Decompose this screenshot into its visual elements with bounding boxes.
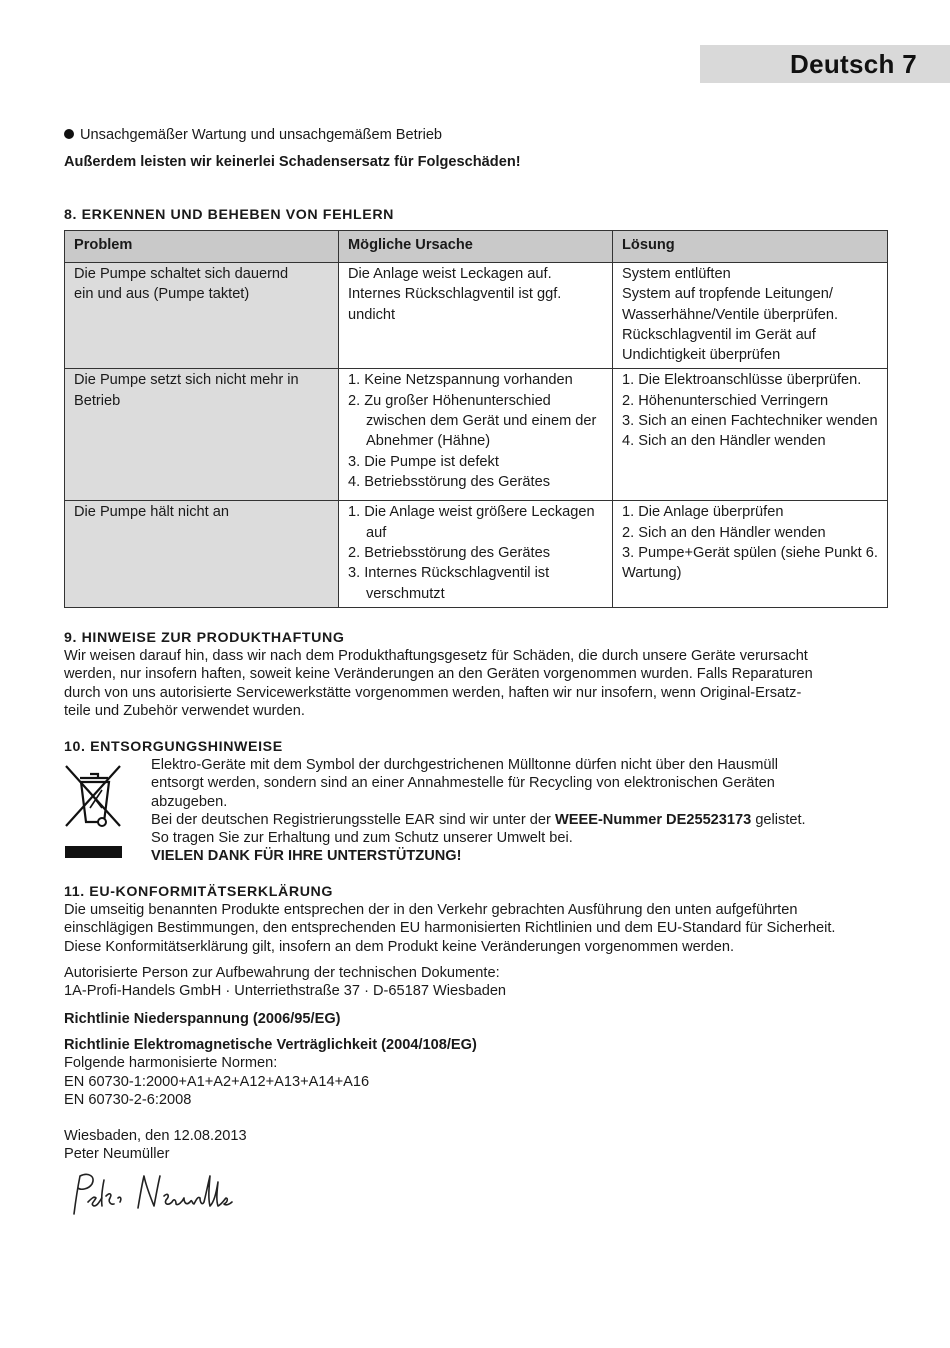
cause-item: 4. Betriebsstörung des Gerätes bbox=[348, 473, 550, 490]
authorized-block bbox=[64, 964, 506, 1001]
cause-item: 2. Zu großer Höhenunterschied zwischen dem Gerät und einem der Abnehmer (Hähne) bbox=[348, 392, 597, 450]
signatory-name: Peter Neumüller bbox=[64, 1146, 170, 1163]
environment-line: So tragen Sie zur Erhaltung und zum Schutz unserer Umwelt bei. bbox=[151, 830, 573, 847]
section10-line: entsorgt werden, sondern sind an einer Annahmestelle für Recycling von elektronischen Geräten bbox=[151, 775, 775, 792]
problem-text: Die Pumpe hält nicht an bbox=[74, 504, 229, 521]
solution-item: 1. Die Anlage überprüfen bbox=[622, 504, 784, 521]
section10-line: Elektro-Geräte mit dem Symbol der durchgestrichenen Mülltonne dürfen nicht über den Hausmüll bbox=[151, 757, 779, 773]
solution-item: 2. Höhenunterschied Verringern bbox=[622, 392, 829, 409]
problem-text: ein und aus (Pumpe taktet) bbox=[74, 286, 250, 303]
section11-line: Die umseitig benannten Produkte entsprechen der in den Verkehr gebrachten Ausführung den unten aufgeführten bbox=[64, 902, 798, 918]
norm-item: EN 60730-1:2000+A1+A2+A12+A13+A14+A16 bbox=[64, 1073, 370, 1090]
problem-text: Betrieb bbox=[74, 392, 121, 409]
signature-block bbox=[64, 1127, 247, 1164]
directive-emc: Richtlinie Elektromagnetische Verträglichkeit (2004/108/EG) bbox=[64, 1037, 477, 1053]
bullet-text: Unsachgemäßer Wartung und unsachgemäßem Betrieb bbox=[80, 127, 443, 143]
solution-text: System auf tropfende Leitungen/ bbox=[622, 286, 833, 303]
section9-body bbox=[64, 647, 813, 720]
problem-cell bbox=[65, 263, 339, 369]
section9-title: 9. HINWEISE ZUR PRODUKTHAFTUNG bbox=[64, 630, 345, 646]
place-date: Wiesbaden, den 12.08.2013 bbox=[64, 1128, 247, 1144]
solution-cell bbox=[613, 263, 888, 369]
solution-text: Undichtigkeit überprüfen bbox=[622, 347, 781, 364]
directive-emc-block bbox=[64, 1036, 477, 1109]
cause-text: Internes Rückschlagventil ist ggf. bbox=[348, 286, 562, 303]
bullet-line bbox=[64, 126, 442, 144]
table-row bbox=[65, 501, 888, 607]
section11-body bbox=[64, 901, 835, 956]
header-solution: Lösung bbox=[613, 231, 888, 263]
section11-line: einschlägigen Bestimmungen, den entsprechenden EU harmonisierten Richtlinien und dem EU-Standard für Sicherheit. bbox=[64, 920, 836, 937]
header-problem: Problem bbox=[65, 231, 339, 263]
section11-line: Diese Konformitätserklärung gilt, insofern an dem Produkt keine Veränderungen vorgenommen werden. bbox=[64, 938, 735, 955]
solution-cell bbox=[613, 369, 888, 501]
section9-line: werden, nur insofern haften, soweit keine Veränderungen an den Geräten vorgenommen wurden. Falls Reparaturen bbox=[64, 666, 813, 683]
problem-text: Die Pumpe schaltet sich dauernd bbox=[74, 266, 289, 282]
cause-cell bbox=[339, 263, 613, 369]
troubleshooting-table bbox=[64, 230, 888, 608]
norms-label: Folgende harmonisierte Normen: bbox=[64, 1055, 278, 1072]
header-cause: Mögliche Ursache bbox=[339, 231, 613, 263]
header-label: Deutsch 7 bbox=[790, 49, 917, 79]
problem-cell bbox=[65, 369, 339, 501]
section9-line: durch von uns autorisierte Servicewerkstätte vorgenommen werden, haften wir nur insofern, wenn Original-Ersatz- bbox=[64, 684, 802, 701]
registry-line bbox=[151, 811, 806, 829]
cause-item: 3. Die Pumpe ist defekt bbox=[348, 453, 499, 470]
weee-number: WEEE-Nummer DE25523173 bbox=[554, 811, 752, 828]
cause-item: 2. Betriebsstörung des Gerätes bbox=[348, 545, 550, 562]
section9-line: Wir weisen darauf hin, dass wir nach dem Produkthaftungsgesetz für Schäden, die durch unsere Geräte verursacht bbox=[64, 648, 808, 664]
authorized-label: Autorisierte Person zur Aufbewahrung der technischen Dokumente: bbox=[64, 965, 500, 981]
cause-item: 1. Keine Netzspannung vorhanden bbox=[348, 372, 573, 389]
bullet-dot-icon bbox=[64, 129, 74, 139]
problem-text: Die Pumpe setzt sich nicht mehr in bbox=[74, 372, 299, 389]
solution-text: Wasserhähne/Ventile überprüfen. bbox=[622, 306, 839, 323]
solution-text: System entlüften bbox=[622, 266, 731, 282]
cause-cell bbox=[339, 501, 613, 607]
handwritten-signature bbox=[66, 1168, 236, 1220]
table-row bbox=[65, 263, 888, 369]
section10-title: 10. ENTSORGUNGSHINWEISE bbox=[64, 739, 283, 755]
solution-item: 3. Pumpe+Gerät spülen (siehe Punkt 6. Wartung) bbox=[622, 545, 878, 582]
registry-prefix: Bei der deutschen Registrierungsstelle EAR sind wir unter der bbox=[151, 811, 555, 828]
cause-cell bbox=[339, 369, 613, 501]
thanks-line: VIELEN DANK FÜR IHRE UNTERSTÜTZUNG! bbox=[151, 848, 462, 865]
cause-item: 3. Internes Rückschlagventil ist verschmutzt bbox=[348, 565, 550, 602]
section10-line: abzugeben. bbox=[151, 793, 228, 810]
section8-title: 8. ERKENNEN UND BEHEBEN VON FEHLERN bbox=[64, 207, 395, 223]
table-row bbox=[65, 369, 888, 501]
section10-body bbox=[151, 756, 806, 866]
section11-title: 11. EU-KONFORMITÄTSERKLÄRUNG bbox=[64, 884, 334, 900]
cause-text: Die Anlage weist Leckagen auf. bbox=[348, 266, 552, 282]
solution-item: 1. Die Elektroanschlüsse überprüfen. bbox=[622, 372, 862, 389]
cause-text: undicht bbox=[348, 306, 396, 323]
solution-cell bbox=[613, 501, 888, 607]
solution-item: 4. Sich an den Händler wenden bbox=[622, 433, 826, 450]
cause-item: 1. Die Anlage weist größere Leckagen auf bbox=[348, 504, 595, 541]
crossed-out-wheelie-bin-icon bbox=[64, 760, 124, 860]
norm-item: EN 60730-2-6:2008 bbox=[64, 1091, 192, 1108]
problem-cell bbox=[65, 501, 339, 607]
directive-low-voltage: Richtlinie Niederspannung (2006/95/EG) bbox=[64, 1011, 341, 1027]
page-header bbox=[700, 45, 950, 83]
solution-text: Rückschlagventil im Gerät auf bbox=[622, 326, 816, 343]
registry-suffix: gelistet. bbox=[751, 811, 806, 828]
solution-item: 2. Sich an den Händler wenden bbox=[622, 524, 826, 541]
solution-item: 3. Sich an einen Fachtechniker wenden bbox=[622, 413, 878, 430]
authorized-address: 1A-Profi-Handels GmbH · Unterriethstraße 37 · D-65187 Wiesbaden bbox=[64, 983, 507, 1000]
table-header-row bbox=[65, 231, 888, 263]
section9-line: teile und Zubehör verwendet wurden. bbox=[64, 702, 305, 719]
disclaimer: Außerdem leisten wir keinerlei Schadensersatz für Folgeschäden! bbox=[64, 154, 521, 170]
